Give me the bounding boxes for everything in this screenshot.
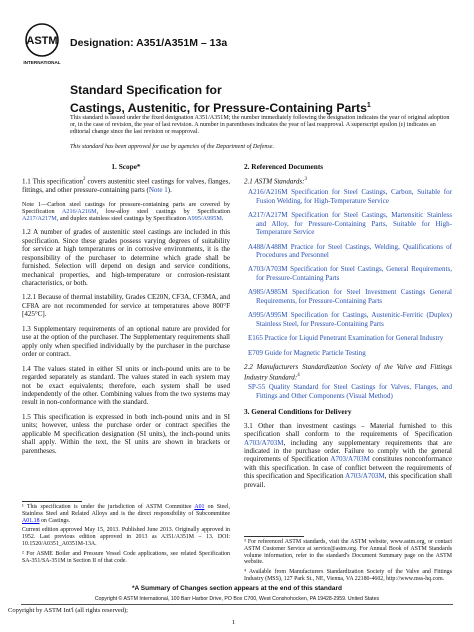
reference-item — [244, 243, 452, 260]
ref-code-link[interactable]: A995/A995M — [248, 311, 288, 320]
para-1-1: 1.1 This specification$^2$ covers austenitic steel castings for valves, flanges, fittings, and other pressure-containing parts (Note 1). — [22, 177, 230, 195]
ref-link-a703[interactable]: A703/A703M — [345, 472, 385, 481]
page-number: 1 — [232, 619, 236, 626]
para-1-5: 1.5 This specification is expressed in both inch-pound units and in SI units; however, unless the purchase order or contract specifies the applicable M specification designation (SI units), the inch-pound units shall apply. Within the text, the SI units are shown in brackets or parentheses. — [22, 412, 230, 455]
ref-title-link[interactable]: Specification for Castings, Austenitic-Ferritic (Duplex) Stainless Steel, for Pressure-Containing Parts — [256, 311, 452, 328]
approval-note: This standard has been approved for use by agencies of the Department of Defense. — [70, 144, 274, 150]
committee-link-a01[interactable]: A01 — [194, 504, 205, 510]
ref-link-a217[interactable]: A217/A217M — [22, 215, 57, 223]
ref-code-link[interactable]: A217/A217M — [248, 211, 288, 220]
mss-standard-intro: 2.2 Manufacturers Standardization Society of the Valve and Fittings Industry Standard:$^4$ — [244, 363, 452, 381]
ref-code-link[interactable]: A216/A216M — [248, 188, 288, 197]
svg-text:INTERNATIONAL: INTERNATIONAL — [23, 60, 61, 65]
ref-code-link[interactable]: A985/A985M — [248, 288, 288, 297]
reference-item — [244, 288, 452, 305]
reference-item — [244, 311, 452, 328]
referenced-documents-heading: 2. Referenced Documents — [244, 162, 324, 171]
ref-link-a995[interactable]: A995/A995M — [187, 215, 222, 223]
footnote-3: ³ For referenced ASTM standards, visit the ASTM website, www.astm.org, or contact ASTM Customer Service at service@astm.org. For Annual Book of ASTM Standards volume information, refer to the standard's Document Summary page on the ASTM website. — [244, 539, 452, 566]
footnote-1: ¹ This specification is under the jurisdiction of ASTM Committee A01 on Steel, Stainless Steel and Related Alloys and is the direct responsibility of Subcommittee A01.18 on Castings. — [22, 504, 230, 524]
ref-code-link[interactable]: E165 — [248, 334, 263, 343]
ref-title-link[interactable]: Specification for Steel Castings, Carbon, Suitable for Fusion Welding, for High-Temperature Service — [256, 188, 452, 205]
ref-link-a703[interactable]: A703/A703M — [244, 438, 284, 447]
left-footnotes — [22, 504, 230, 567]
para-1-2: 1.2 A number of grades of austenitic steel castings are included in this specification. Since these grades possess varying degrees of suitability for service at high temperatures or in corrosive environments, it is the responsibility of the purchaser to determine which grade shall be furnished. Selection will depend on design and service conditions, mechanical properties, and high-temperature or corrosion-resistant characteristics, or both. — [22, 228, 230, 288]
summary-of-changes-note: *A Summary of Changes section appears at the end of this standard — [132, 585, 342, 592]
right-footnotes — [244, 539, 452, 586]
mss-reference-item — [244, 383, 452, 400]
ref-link-a703[interactable]: A703/A703M — [330, 455, 370, 464]
reference-item — [244, 334, 452, 342]
document-title — [70, 83, 450, 116]
title-line-2: Castings, Austenitic, for Pressure-Containing Parts$^1$ — [70, 101, 371, 116]
astm-standards-intro: 2.1 ASTM Standards:$^3$ — [244, 177, 307, 186]
general-conditions-heading: 3. General Conditions for Delivery — [244, 407, 352, 417]
ref-code-link[interactable]: E709 — [248, 348, 263, 357]
footnote-1-edition: Current edition approved May 15, 2013. Published June 2013. Originally approved in 1952. Last previous edition approved in 2013 as A351/A351M – 13. DOI: 10.1520/A0351_A0351M-13A. — [22, 527, 230, 547]
title-footnote-mark: 1 — [366, 102, 371, 109]
ref-title-link[interactable]: Guide for Magnetic Particle Testing — [264, 348, 366, 357]
footnote-4: ⁴ Available from Manufacturers Standardization Society of the Valve and Fittings Industry (MSS), 127 Park St., NE, Vienna, VA 22180-4602, http://www.mss-hq.com. — [244, 569, 452, 582]
ref-link-a216[interactable]: A216/A216M — [61, 207, 97, 215]
svg-text:ASTM: ASTM — [26, 35, 58, 47]
ref-code-link[interactable]: A703/A703M — [248, 265, 288, 274]
designation: Designation: A351/A351M – 13a — [70, 37, 228, 49]
footer-address: Copyright © ASTM International, 100 Barr Harbor Drive, PO Box C700, West Conshohocken, PA 19428-2959. United States — [94, 596, 380, 602]
ref-title-link[interactable]: Specification for Steel Investment Castings General Requirements, for Pressure-Containing Parts — [256, 288, 452, 305]
note-1: Note 1—Carbon steel castings for pressure-containing parts are covered by Specification A216/A216M, low-alloy steel castings by Specification A217/A217M, and duplex stainless steel castings by Specification A995/A995M. — [22, 200, 230, 223]
right-column — [244, 163, 452, 495]
subcommittee-link-a0118[interactable]: A01.18 — [22, 517, 40, 524]
reference-item — [244, 265, 452, 282]
title-line-1: Standard Specification for — [70, 83, 222, 97]
reference-item — [244, 349, 452, 357]
footnote-divider-right — [244, 536, 304, 537]
ref-title-link[interactable]: Practice for Liquid Penetrant Examination for General Industry — [264, 334, 444, 343]
reference-item — [244, 188, 452, 205]
ref-code-link[interactable]: A488/A488M — [248, 242, 288, 251]
scope-heading: 1. Scope* — [111, 162, 141, 171]
preamble: This standard is issued under the fixed designation A351/A351M; the number immediately following the designation indicates the year of original adoption or, in the case of revision, the year of last revision. A number in parentheses indicates the year of last reapproval. A superscript epsilon (ε) indicates an editorial change since the last revision or reapproval. — [70, 115, 450, 136]
copyright-line: Copyright by ASTM Int'l (all rights reserved); — [8, 607, 128, 614]
footnote-2: ² For ASME Boiler and Pressure Vessel Code applications, see related Specification SA-351/SA-351M in Section II of that code. — [22, 550, 230, 564]
ref-code-link[interactable]: SP-55 — [248, 383, 266, 392]
left-column — [22, 163, 230, 461]
para-1-4: 1.4 The values stated in either SI units or inch-pound units are to be regarded separately as standard. The values stated in each system may not be exact equivalents; therefore, each system shall be used independently of the other. Combining values from the two systems may result in non-conformance with the standard. — [22, 364, 230, 407]
note-1-link[interactable]: Note 1 — [148, 186, 168, 195]
ref-title-link[interactable]: Quality Standard for Steel Castings for Valves, Flanges, and Fittings and Other Components (Visual Method) — [256, 383, 452, 400]
para-3-1: 3.1 Other than investment castings – Material furnished to this specification shall conform to the requirements of Specification A703/A703M, including any supplementary requirements that are indicated in the purchase order. Failure to comply with the general requirements of Specification A703/A703M constitutes nonconformance with this specification. In case of conflict between the requirements of this specification and Specification A703/A703M, this specification shall prevail. — [244, 421, 453, 489]
para-1-3: 1.3 Supplementary requirements of an optional nature are provided for use at the option of the purchaser. The Supplementary requirements shall apply only when specified individually by the purchaser in the purchase order or contract. — [22, 324, 230, 359]
ref-title-link[interactable]: Specification for Steel Castings, Martensitic Stainless and Alloy, for Pressure-Containing Parts, Suitable for High-Temperature Service — [256, 211, 453, 237]
footer-rule — [21, 604, 453, 605]
astm-reference-list — [244, 188, 452, 357]
astm-logo — [21, 22, 63, 68]
ref-title-link[interactable]: Specification for Steel Castings, General Requirements, for Pressure-Containing Parts — [256, 265, 452, 282]
reference-item — [244, 211, 452, 236]
para-1-2-1: 1.2.1 Because of thermal instability, Grades CE20N, CF3A, CF3MA, and CF8A are not recommended for service at temperatures above 800°F [425°C]. — [22, 293, 230, 319]
footnote-divider-left — [22, 501, 82, 502]
ref-title-link[interactable]: Practice for Steel Castings, Welding, Qualifications of Procedures and Personnel — [256, 242, 452, 259]
